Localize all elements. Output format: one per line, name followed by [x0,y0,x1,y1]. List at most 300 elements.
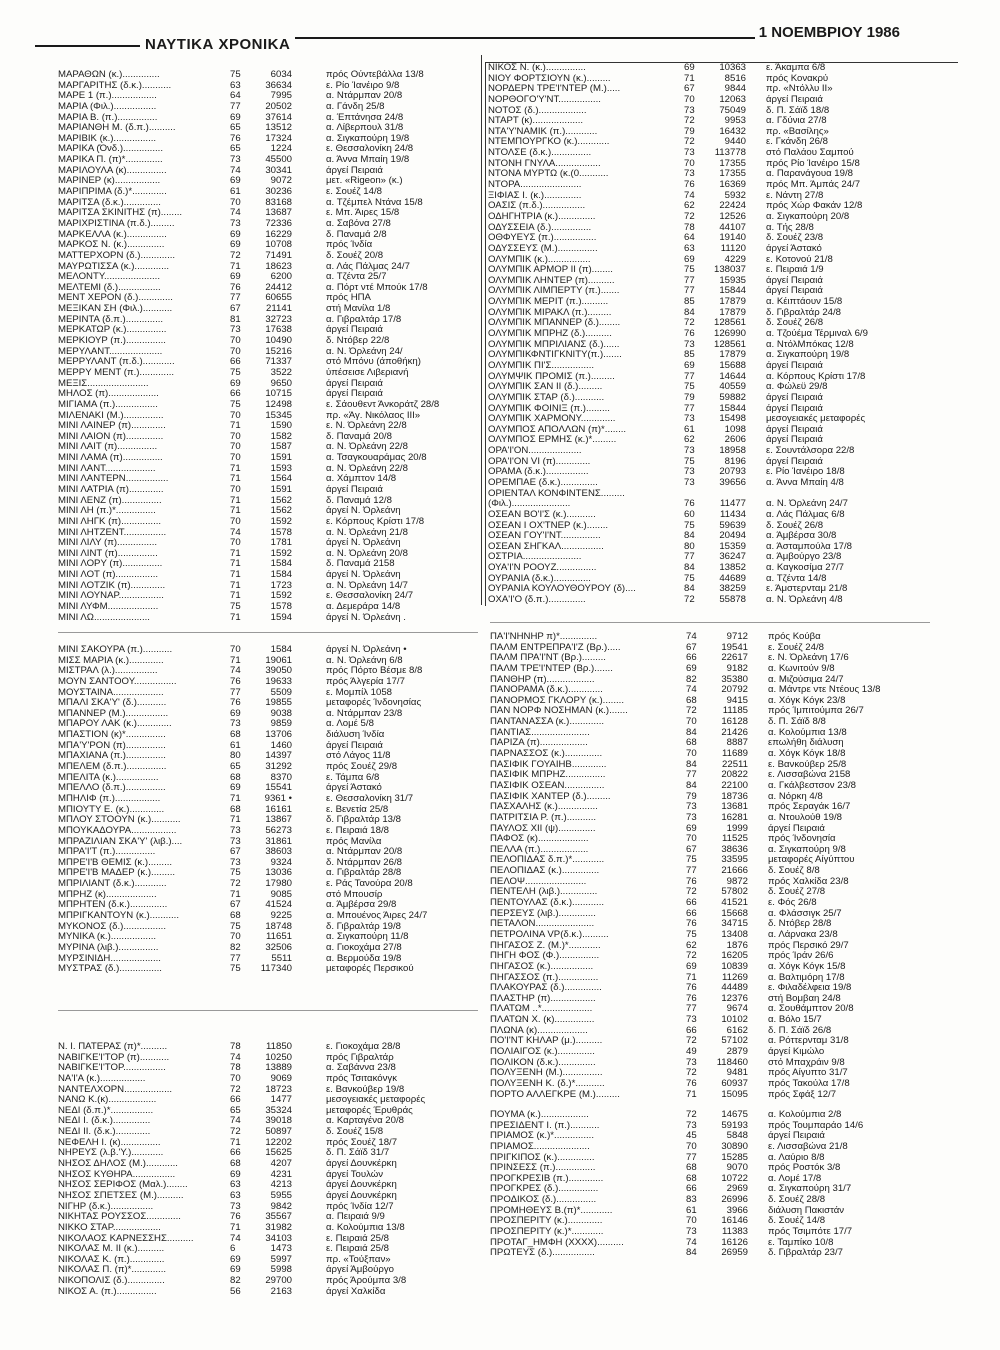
tonnage: 22511 [722,758,748,770]
tonnage: 11434 [720,508,746,520]
ship-name: ΝΟΡΘΟΓΟ'Υ'ΝΤ................ [488,94,601,105]
build-year: 66 [230,1147,241,1159]
ship-entry-row [58,411,478,422]
tonnage: 17879 [719,306,746,318]
tonnage: 38636 [721,843,748,855]
tonnage: 5997 [270,1253,292,1265]
ship-name: ΠΟΛΙΚΟΝ (δ.κ.).............. [490,1057,596,1068]
ship-entry-row [58,1255,478,1266]
ship-status: α. Τσαγκουαράμας 20/8 [326,453,427,464]
ship-entry-row [490,728,950,739]
ship-status: πρός Ίνδία [326,240,373,251]
ship-status: ε. Πειραιά 18/8 [326,825,389,836]
tonnage: 32723 [265,313,292,325]
ship-status: α. Κολούμπια 2/8 [768,1110,842,1120]
ship-status: δ. Σουέζ 26/8 [766,318,824,329]
build-year: 67 [230,303,241,315]
build-year: 71 [230,888,241,900]
tonnage: 9842 [270,1200,292,1212]
build-year: 75 [684,381,695,393]
ship-name: ΜΑΡΙΤΣΑ (δ.κ.).............. [58,197,161,208]
ship-entry-row [488,446,958,457]
tonnage: 5511 [271,952,292,964]
ship-status: α. Βαλτιμόρη 17/8 [768,972,845,983]
ship-status: ε. Ν. Όρλεάνη 22/8 [326,421,407,432]
ship-name: ΜΠΑ'Υ'ΡΟΝ (π)............... [58,740,166,751]
ship-name: ΜΙΝΙ ΛΑΝΤΕΡΝ................ [58,474,169,485]
ship-entry-row [490,1195,950,1206]
tonnage: 1591 [270,452,292,464]
ship-name: ΝΤΟΝΗ ΓΝΥΛΑ................. [488,158,601,169]
build-year: 70 [230,196,241,208]
ship-name: ΠΑΣΙΦΙΚ ΟΣΕΑΝ............... [490,780,605,791]
ship-name: ΜΠΕΛΙΤΑ (κ.)................ [58,772,159,783]
ship-entry-row [490,792,950,803]
ship-status: ε. Πειραιά 25/8 [326,1244,389,1255]
build-year: 66 [686,897,697,909]
ship-status: ε. Γιοκοχάμα 28/8 [326,1042,401,1052]
tonnage: 71337 [265,356,292,368]
ship-status: πρός Άλγερία 17/7 [326,676,405,687]
ship-name: ΝΗΣΟΣ ΚΥΘΗΡΑ................ [58,1169,176,1180]
build-year: 84 [686,758,697,770]
build-year: 73 [230,856,241,868]
ship-status: ε. Φιλαδέλφεια 19/8 [768,983,852,994]
ship-status: δ. Παναμά 12/8 [326,495,392,506]
ship-entry-row [490,1216,950,1227]
ship-entry-row [490,1079,950,1090]
tonnage: 22617 [721,652,748,664]
tonnage: 6034 [270,69,292,80]
build-year: 76 [686,875,697,887]
header-rule-left [35,45,140,47]
build-year: 77 [686,1151,697,1163]
ship-list-block-right-2 [490,632,950,1100]
build-year: 85 [684,296,695,308]
ship-name: ΟΛΥΜΠΟΣ ΕΡΜΗΣ (κ.)*......... [488,435,617,446]
tonnage: 3522 [270,366,292,378]
ship-name: ΜΙΝΙ ΛΟΥΝΑΡ................. [58,591,164,602]
ship-name: ΟΡΕΜΠΑΕ (δ.κ.).............. [488,477,598,488]
build-year: 71 [230,505,241,517]
ship-entry-row [58,1244,478,1255]
tonnage: 24412 [265,281,292,293]
ship-name: ΠΗΓΑΣΟΣ (κ.)................ [490,961,594,972]
tonnage: 59639 [719,519,746,531]
ship-status: πρός Ροστόκ 3/8 [768,1163,841,1174]
tonnage: 13036 [265,867,292,879]
ship-status: άργεί Πειραιά [766,94,823,105]
build-year: 71 [230,547,241,559]
tonnage: 15498 [719,413,746,425]
tonnage: 16281 [721,811,748,823]
ship-entry-row [490,866,950,877]
ship-name: ΜΑΡΕ 1 (π.)................. [58,91,157,102]
build-year: 71 [230,569,241,581]
ship-status: α. Άννα Μπαίη 19/8 [326,155,410,166]
ship-name: ΠΟΛΥΞΕΝΗ (Μ.)............... [490,1068,603,1079]
ship-status: ε. Πειραιά 1/9 [766,265,824,276]
build-year: 84 [686,1247,697,1259]
ship-status: α. Χάμπτον 14/8 [326,474,397,485]
ship-status: α. Λίβερπουλ 31/8 [326,123,404,134]
ship-status: δ. Π. Σάϊδ 18/8 [766,105,830,116]
ship-name: ΟΛΥΜΠΙΚ ΣΑΝ ΙΙ (δ.)......... [488,382,603,393]
build-year: 74 [686,1236,697,1248]
ship-status: α. Σιγκαπούρη 19/8 [766,350,850,361]
tonnage: 9415 [726,694,748,706]
ship-name: ΜΕΛΟΝΤΥ..................... [58,272,160,283]
tonnage: 1098 [724,423,746,435]
ship-name: ΜΠΟΥΚΑΔΟΥΡΑ................. [58,825,177,836]
build-year: 69 [684,253,695,265]
ship-entry-row [58,1148,478,1159]
build-year: 72 [686,1067,697,1079]
ship-name: ΟΛΥΜΠΟΣ ΑΠΟΛΛΩΝ (π)*........ [488,424,627,435]
ship-status: α. Λαύριο 8/8 [768,1152,825,1163]
tonnage: 1590 [270,420,292,432]
tonnage: 9361 • [264,792,292,804]
ship-status: δ. Ντάρμπαν 26/8 [326,857,402,868]
build-year: 73 [684,413,695,425]
ship-status: άργεί Άστακό [766,243,822,254]
ship-status: α. Γδύνια 27/8 [766,116,827,127]
ship-status: ε. Κόρπους Κρίστι 17/8 [326,516,425,527]
ship-status: πρός Σουέζ 18/7 [326,1137,398,1148]
build-year: 71 [230,1136,241,1148]
build-year: 71 [230,611,241,623]
tonnage: 22424 [719,200,746,212]
ship-status: α. Βόλο 15/7 [768,1015,822,1026]
ship-status: άργεί Πειραιά [768,1131,825,1142]
build-year: 76 [686,918,697,930]
ship-status: δ. Σουέζ 23/8 [766,233,824,244]
ship-name: ΝΤΑ'Υ'ΝΑΜΙΚ (π.)............ [488,126,598,137]
ship-status: ε. Σάουθεντ Άνκοράτζ 28/8 [326,399,440,410]
ship-name: ΠΡΟΜΗΘΕΥΣ Β.(π)*............ [490,1205,613,1216]
ship-status: α. Γιβραλτάρ 17/8 [326,314,402,325]
build-year: 70 [230,441,241,453]
ship-status: α. Χόγκ Κόγκ 18/8 [768,749,846,760]
build-year: 75 [684,264,695,276]
tonnage: 11651 [266,931,292,943]
tonnage: 14397 [265,750,292,762]
build-year: 70 [230,430,241,442]
tonnage: 9069 [270,1072,292,1084]
ship-name: ΝΙΟΥ ΦΟΡΤΣΙΟΥΝ (κ.)......... [488,73,611,84]
tonnage: 4207 [270,1158,292,1170]
build-year: 69 [686,662,697,674]
build-year: 69 [230,377,241,389]
tonnage: 15541 [265,782,292,794]
tonnage: 10715 [265,388,292,400]
build-year: 61 [684,423,695,435]
ship-name: ΟΑΣΙΣ (π.δ.)................ [488,201,586,212]
ship-name: ΜΥΡΙΝΑ (λιβ.)............... [58,942,159,953]
ship-name: ΟΣΕΑΝ ΒΟ'Ι'Σ (κ.)........... [488,509,596,520]
build-year: 73 [230,324,241,336]
ship-status: άργεί Πειραιά [766,360,823,371]
build-year: 75 [230,867,241,879]
ship-name: ΠΡΟΓΚΡΕΣ (δ.)............... [490,1184,599,1195]
build-year: 72 [684,115,695,127]
ship-status: πρός Χώρ Φακάν 12/8 [766,201,863,212]
ship-status: άργεί Τουλών [326,1169,384,1180]
ship-name: ΟΥΡΑΝΙΑ ΚΟΥΛΟΥΘΟΥΡΟΥ (δ).... [488,584,636,595]
build-year: 69 [686,822,697,834]
ship-status: α. Ν. Όρλεάνη 24/ [326,346,403,357]
tonnage: 4229 [724,253,746,265]
tonnage: 5955 [270,1189,292,1201]
build-year: 63 [230,79,241,91]
ship-entry-row [490,951,950,962]
tonnage: 15625 [265,1147,292,1159]
ship-status: α. Άμβέρσα 30/8 [766,531,837,542]
ship-status: άργεί Ν. Όρλεάνη [326,570,401,581]
ship-name: ΟΣΕΑΝ ΣΗΓΚΑΛ................ [488,541,604,552]
tonnage: 1460 [270,739,292,751]
ship-status: πρός Ούντεβάλλα 13/8 [326,70,424,80]
ship-status: ε. Μπ. Άιρες 15/8 [326,208,400,219]
ship-name: ΟΛΥΜΠΙΚΦΝΤΙΓΚΝΙΤΥ(π.)....... [488,350,622,361]
tonnage: 9712 [726,631,748,642]
tonnage: 128561 [713,338,746,350]
ship-name: ΜΙΝΙ ΛΟΡΥ (π)............... [58,559,163,570]
ship-status: α. Ντουλούθ 19/8 [768,812,842,823]
ship-name: ΝΗΣΟΣ ΔΗΛΟΣ (Μ.)............ [58,1159,178,1170]
build-year: 66 [686,1183,697,1195]
build-year: 69 [230,239,241,251]
build-year: 70 [686,748,697,760]
build-year: 70 [230,537,241,549]
ship-entry-row [58,709,478,720]
ship-name: ΝΕΔΙ (δ.π.)*................ [58,1105,154,1116]
build-year: 77 [684,402,695,414]
ship-name: ΠΕΤΡΟΛΙΝΑ VΡ(δ.κ.).......... [490,929,609,940]
build-year: 85 [684,349,695,361]
ship-status: άργεί Πειραιά [766,275,823,286]
tonnage: 16369 [719,179,746,191]
tonnage: 10722 [721,1172,748,1184]
tonnage: 21141 [266,303,292,315]
ship-entry-row [58,1180,478,1191]
ship-name: ΠΛΩΝΑ (κ)................... [490,1025,588,1036]
ship-status: ε. Τάμπα 6/8 [326,772,380,783]
tonnage: 2606 [724,434,746,446]
ship-status: ε. Νάντη 27/8 [766,190,824,201]
tonnage: 11525 [722,833,748,845]
tonnage: 1224 [270,143,292,155]
tonnage: 13687 [265,207,292,219]
tonnage: 9182 [726,662,748,674]
ship-name: ΜΗΛΟΣ (π)................... [58,389,159,400]
ship-name: ΟΛΥΜΠΙΚ ΧΑΡΜΟΝΥ............. [488,414,616,425]
ship-name: Ν. Ι. ΠΑΤΕΡΑΣ (π)*.......... [58,1042,168,1052]
tonnage: 38603 [265,846,292,858]
ship-name: ΜΙΝΙ ΛΑΜΑ (π)............... [58,453,163,464]
build-year: 77 [684,370,695,382]
ship-status: μεταφορές Αίγύπτου [768,855,855,866]
build-year: 69 [686,960,697,972]
ship-name: ΠΟΥΜΑ (κ.).................. [490,1110,589,1120]
tonnage: 1582 [270,430,292,442]
tonnage: 13512 [265,122,292,134]
ship-entry-row [58,1191,478,1202]
ship-entry-row [490,834,950,845]
tonnage: 44489 [721,982,748,994]
build-year: 69 [230,707,241,719]
ship-name: ΝΤΟΝΑ ΜΥΡΤΩ (κ.(0........... [488,169,609,180]
tonnage: 9844 [724,83,746,95]
ship-status: α. Γιοκοχάμα 27/8 [326,942,402,953]
tonnage: 1876 [726,939,748,951]
build-year: 66 [230,388,241,400]
build-year: 68 [686,737,697,749]
build-year: 72 [230,1083,241,1095]
build-year: 67 [684,83,695,95]
ship-status: πρός Τακούλα 17/8 [768,1078,850,1089]
build-year: 82 [230,1275,241,1287]
tonnage: 12526 [719,210,746,222]
ship-status: α. Κολούμπια 13/8 [768,727,847,738]
tonnage: 13867 [265,814,292,826]
ship-entry-row [58,517,478,528]
tonnage: 30890 [721,1140,748,1152]
build-year: 78 [230,1041,241,1052]
build-year: 77 [230,686,241,698]
ship-status: α. Άσταμπούλα 17/8 [766,541,853,552]
build-year: 70 [686,716,697,728]
ship-status: α. Ν. Όρλεάνη 14/7 [326,580,408,591]
ship-entry-row [58,432,478,443]
ship-status: άργεί Πειραιά [766,403,823,414]
ship-entry-row [58,549,478,560]
build-year: 76 [230,281,241,293]
tonnage: 2879 [726,1045,748,1057]
ship-entry-row [490,1026,950,1037]
ship-entry-row [58,1159,478,1170]
ship-name: ΜΠΕΛΛΟ (δ.π.)............... [58,783,166,794]
build-year: 72 [686,705,697,717]
tonnage: 57802 [721,886,748,898]
ship-entry-row [490,632,950,643]
build-year: 60 [684,508,695,520]
build-year: 68 [686,1172,697,1184]
ship-status: δ. Σουέζ 8/8 [768,866,820,877]
tonnage: 16432 [719,125,746,137]
build-year: 69 [230,1253,241,1265]
ship-status: α. Κέιπτάουν 15/8 [766,297,843,308]
ship-status: α. Κόρπους Κρίστι 17/8 [766,371,866,382]
tonnage: 19541 [721,641,748,653]
build-year: 78 [684,221,695,233]
tonnage: 11477 [720,498,746,510]
ship-name: ΠΟΡΤΟ ΑΛΛΕΓΚΡΕ (Μ.)......... [490,1089,620,1100]
tonnage: 2163 [270,1285,292,1297]
tonnage: 9085 [270,888,292,900]
tonnage: 113778 [714,147,746,159]
ship-status: στή Βομβαη 24/8 [768,993,841,1004]
ship-status: ε. Ταμπίκο 10/8 [768,1237,834,1248]
ship-entry-row [58,762,478,773]
ship-name: ΝΑΒΙΓΚΕ'Ι'ΤΟΡ................ [58,1063,166,1074]
ship-name: ΜΑΡΙΤΣΑ ΣΚΙΝΙΤΗΣ (π)........ [58,208,183,219]
build-year: 64 [684,232,695,244]
ship-name: ΜΟΥΝ ΣΑΝΤΟΟΥ................ [58,676,177,687]
ship-entry-row [490,802,950,813]
tonnage: 11185 [722,705,748,717]
ship-name: ΜΕΝΤ ΧΕΡΟΝ (δ.)............. [58,293,173,304]
ship-name: ΝΤΟΡΑ....................... [488,180,582,191]
ship-entry-row [58,826,478,837]
ship-entry-row [490,877,950,888]
ship-name: ΜΕΞΙΣ....................... [58,378,149,389]
ship-status: α. Ντάρμπαν 20/8 [326,91,403,102]
ship-name: ΟΛΥΜΠΙΚ ΜΠΑΝΝΕΡ (δ.)........ [488,318,621,329]
build-year: 76 [684,179,695,191]
ship-status: ε. Ν. Όρλεάνη 17/6 [768,653,849,664]
ship-entry-row [490,738,950,749]
tonnage: 1592 [270,590,292,602]
ship-entry-row [58,943,478,954]
ship-entry-row [58,847,478,858]
ship-name: ΠΟ'Ι'ΝΤ ΚΗΛΑΡ (μ.).......... [490,1036,603,1047]
tonnage: 17638 [265,324,292,336]
ship-status: μετ. «Rigeon» (κ.) [326,176,403,187]
build-year: 75 [230,69,241,80]
ship-entry-row [490,1227,950,1238]
build-year: 75 [230,963,241,975]
tonnage: 15935 [719,274,746,286]
ship-status: α. Ρόττερνταμ 31/8 [768,1036,849,1047]
ship-entry-row [58,900,478,911]
tonnage: 16161 [265,803,292,815]
build-year: 76 [230,697,241,709]
ship-entry-row [490,930,950,941]
ship-entry-row [58,794,478,805]
block-separator [58,632,478,633]
ship-entry-row [488,510,958,521]
ship-entry-row [58,1223,478,1234]
tonnage: 9324 [270,856,292,868]
ship-status: α. Τζέμπελ Ντάνα 15/8 [326,197,423,208]
ship-name: ΠΑΝ ΝΟΡΦ ΝΟΣΗΜΑΝ (κ.)....... [490,706,628,717]
ship-name: ΟΛΥΜΠΙΚ ΜΠΡΗΖ (δ.).......... [488,329,612,340]
ship-name: ΜΙΝΙ ΛΕΝΖ (π)............... [58,495,162,506]
ship-name: ΜΑΡΓΑΡΙΤΗΣ (δ.κ.)........... [58,80,172,91]
ship-name: ΟΛΥΜΨΙΚ ΠΡΟΜΙΣ (π.)......... [488,371,615,382]
ship-status: άργεί Άμβούργο [326,1265,394,1276]
ship-name: ΜΑΡΙΑ (Φιλ.)................ [58,101,157,112]
build-year: 73 [686,801,697,813]
ship-entry-row [490,643,950,654]
tonnage: 75049 [719,104,746,116]
tonnage: 1592 [270,515,292,527]
ship-name: ΠΕΡΣΕΥΣ (λιβ.).............. [490,908,596,919]
ship-entry-row [58,698,478,709]
ship-status: πρός Πόρτο Βέσμε 8/8 [326,666,423,677]
ship-entry-row [490,919,950,930]
ship-entry-row [490,1238,950,1249]
ship-name: ΝΙΚΚΟ ΣΤΑΡ.................. [58,1222,161,1233]
ship-name: ΜΑΡΙΛΟΥΛΑ (κ)............... [58,165,167,176]
ship-status: άργεί Πειραιά [326,389,383,400]
ship-entry-row [490,1015,950,1026]
ship-name: ΜΠΑΝΝΕΡ (Μ.)................ [58,708,169,719]
ship-name: ΠΑΛΜ ΕΝΤΡΕΠΡΑ'Ι'Ζ (Βρ.)..... [490,642,621,653]
build-year: 70 [230,515,241,527]
ship-entry-row [58,81,478,92]
